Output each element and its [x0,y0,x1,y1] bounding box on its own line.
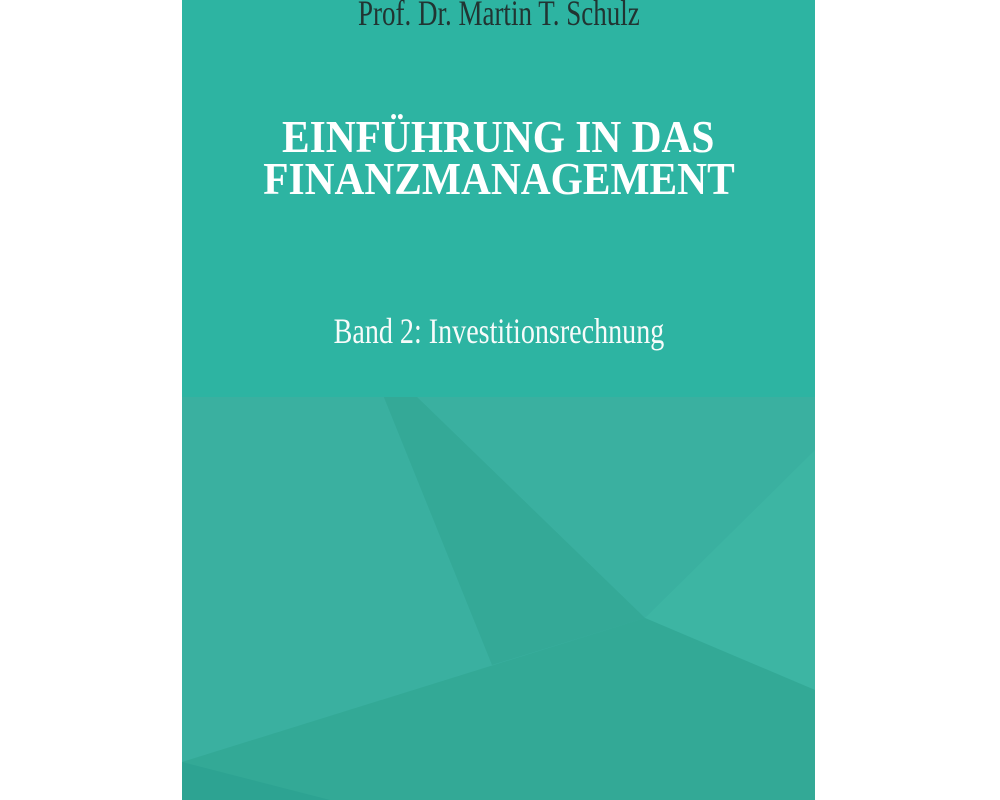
title-line-1: EINFÜHRUNG IN DAS [282,111,715,162]
title-line-2: FINANZMANAGEMENT [262,153,735,204]
book-subtitle-text: Band 2: Investitionsrechnung [333,311,664,351]
book-cover [182,0,815,800]
cover-top-band [182,0,815,397]
cover-background-art [182,0,815,800]
author-name-text: Prof. Dr. Martin T. Schulz [357,0,640,33]
